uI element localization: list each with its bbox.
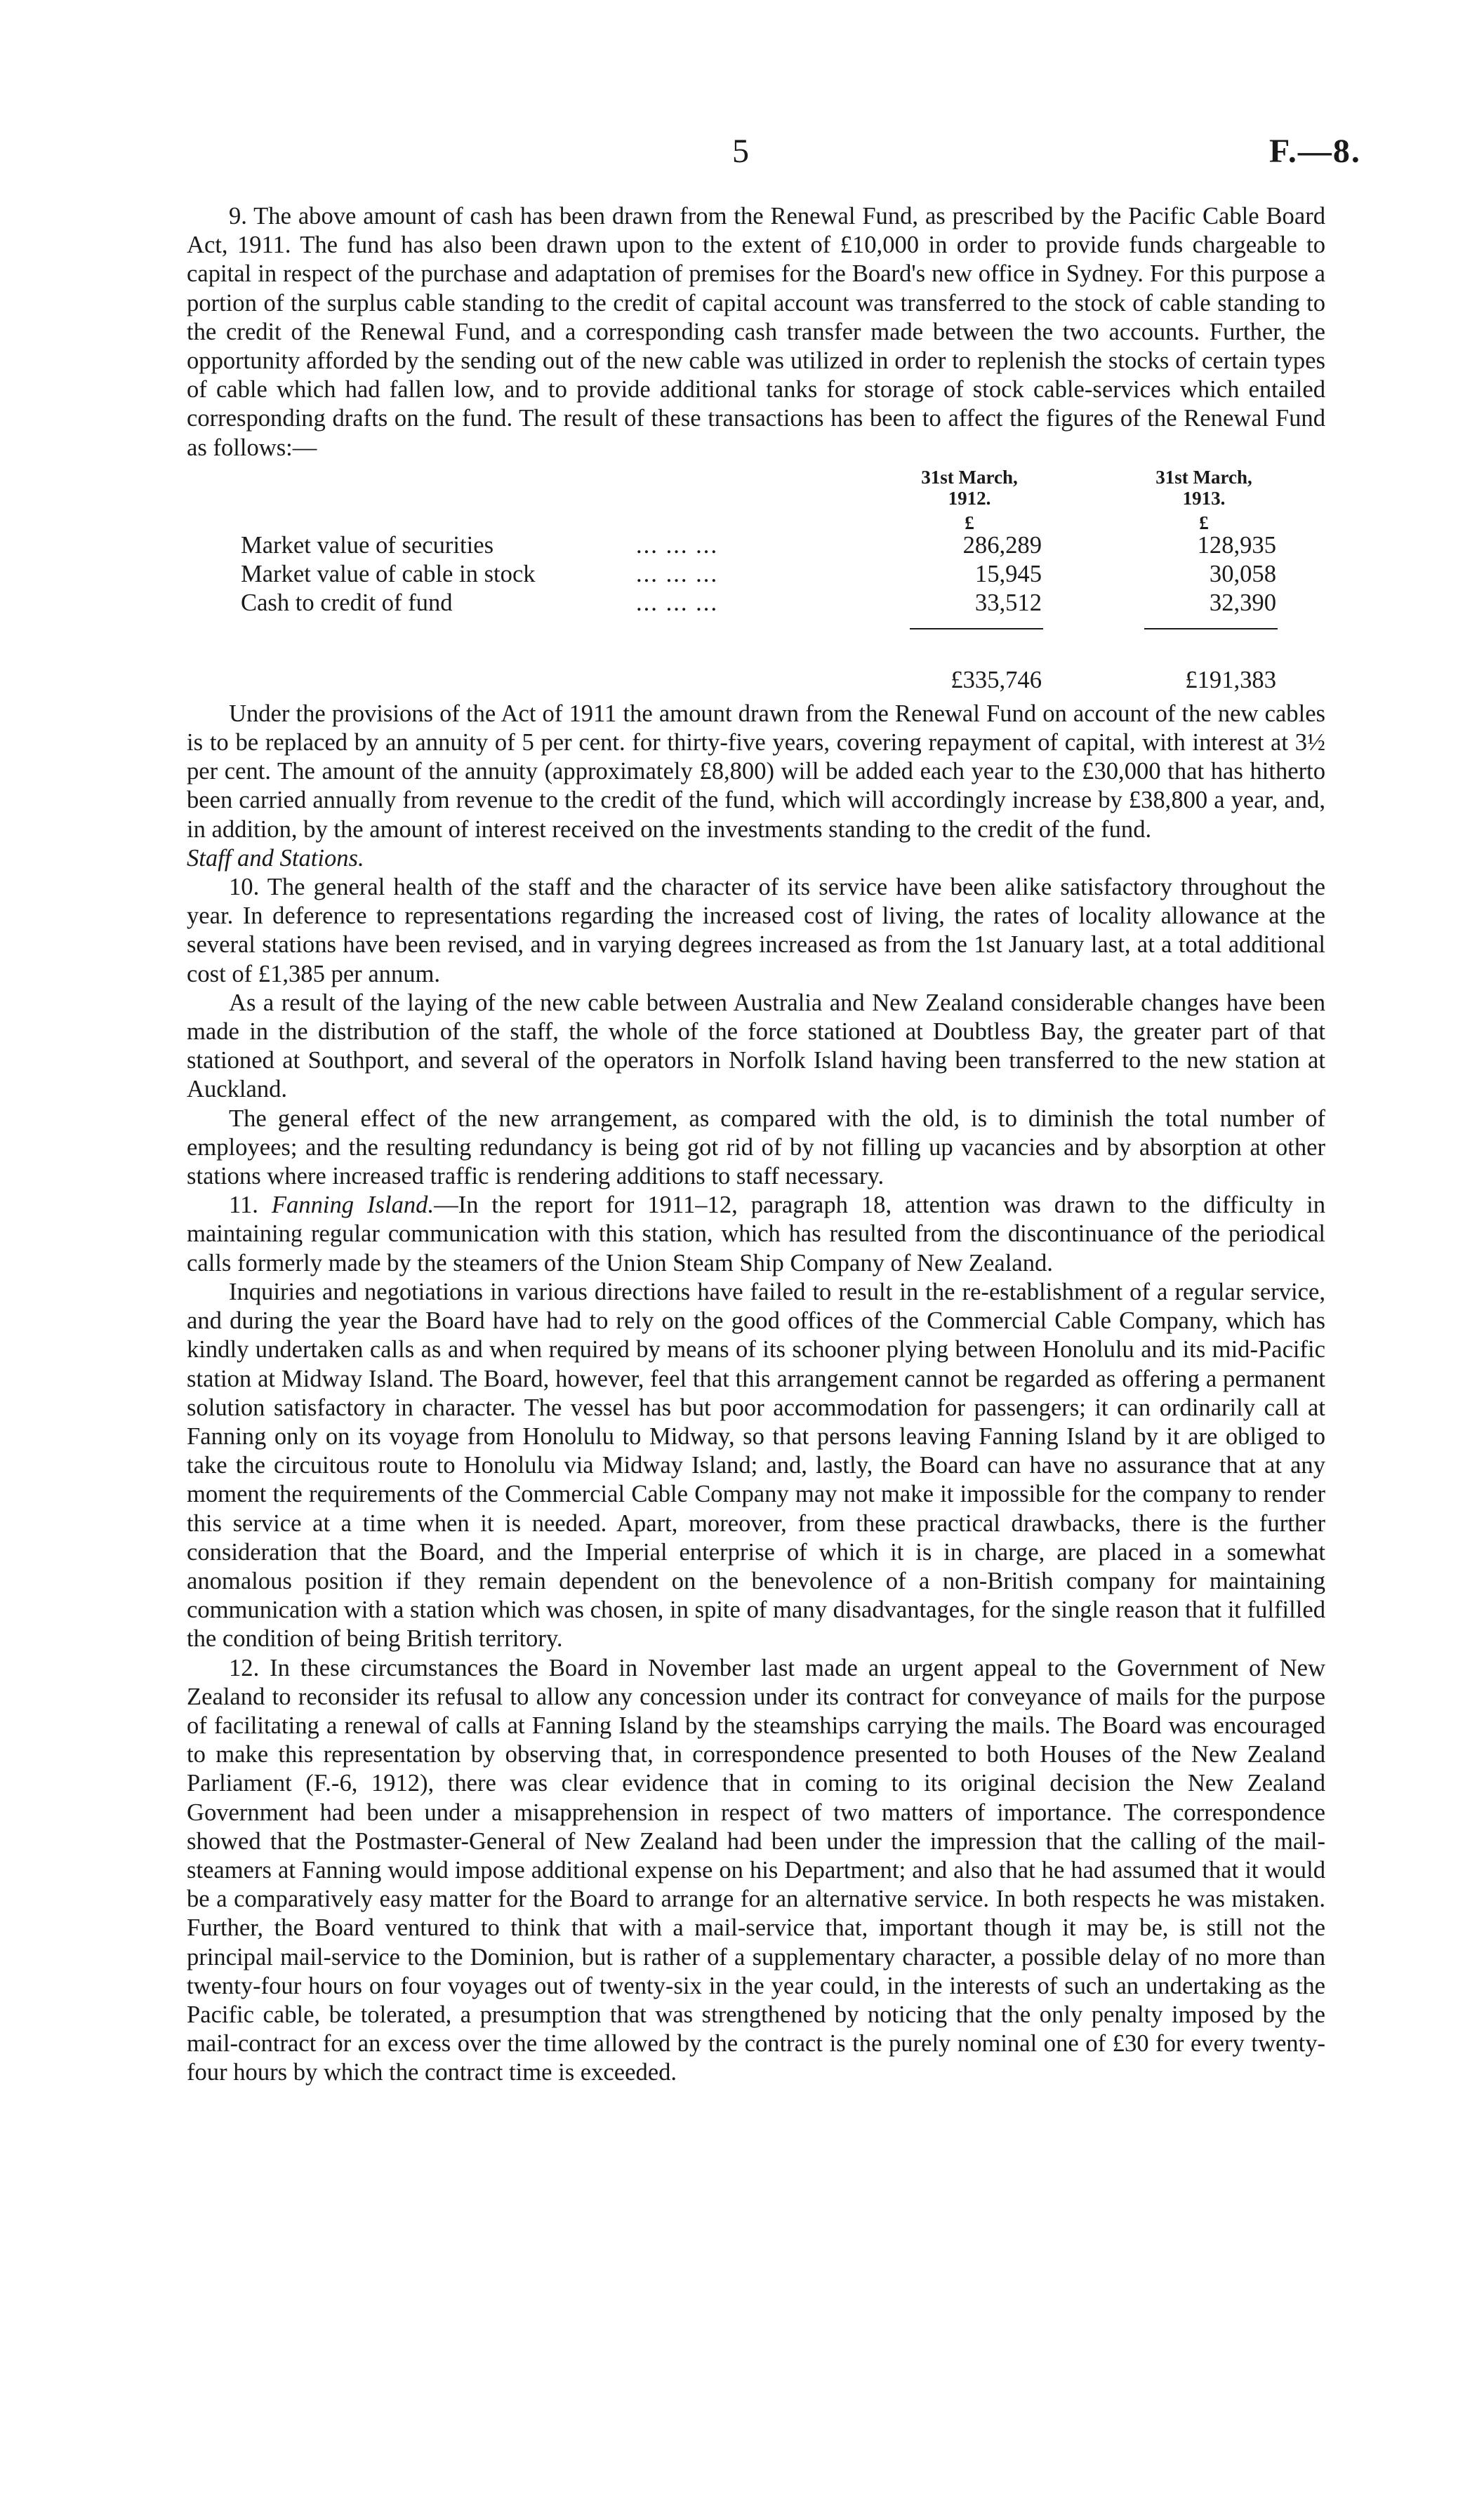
document-reference: F.—8. [1269, 133, 1361, 170]
paragraph-9: 9. The above amount of cash has been drawn from the Renewal Fund, as prescribed by the Pacific Cable Board Act, 1911. The fund has also been drawn upon to the extent of £10,000 in order to provide funds chargeable to capital in respect of the purchase and adaptation of premises for the Board's new office in Sydney. For this purpose a portion of the surplus cable standing to the credit of capital account was transferred to the stock of cable standing to the credit of the Renewal Fund, and a corresponding cash transfer made between the two accounts. Further, the opportunity afforded by the sending out of the new cable was utilized in order to replenish the stocks of certain types of cable which had fallen low, and to provide additional tanks for storage of stock cable-services which entailed corresponding drafts on the fund. The result of these transactions has been to affect the figures of the Renewal Fund as follows:— [187, 203, 1325, 461]
total-rule-1913 [1144, 628, 1278, 629]
paragraph-12: 12. In these circumstances the Board in November last made an urgent appeal to the Government of New Zealand to reconsider its refusal to allow any concession under its contract for conveyance of mails for the purpose of facilitating a renewal of calls at Fanning Island by the steamships carrying the mails. The Board was encouraged to make this representation by observing that, in correspondence presented to both Houses of the New Zealand Parliament (F.-6, 1912), there was clear evidence that in coming to its original decision the New Zealand Government had been under a misapprehension in respect of two matters of importance. The correspondence showed that the Postmaster-General of New Zealand had been under the impression that the calling of the mail-steamers at Fanning would impose additional expense on his Department; and also that he had assumed that it would be a comparatively easy matter for the Board to arrange for an alternative service. In both respects he was mistaken. Further, the Board ventured to think that with a mail-service that, important though it may be, is still not the principal mail-service to the Dominion, but is rather of a supplementary character, a possible delay of no more than twenty-four hours on four voyages out of twenty-six in the year could, in the interests of such an undertaking as the Pacific cable, be tolerated, a presumption that was strengthened by noticing that the only penalty imposed by the mail-contract for an excess over the time allowed by the contract is the purely nominal one of £30 for every twenty-four hours by which the contract time is exceeded. [187, 1654, 1325, 2086]
column-header-1913 [1123, 467, 1285, 509]
paragraph-11-inquiries: Inquiries and negotiations in various directions have failed to result in the re-establishment of a regular service, and during the year the Board have had to rely on the good offices of the Commercial Cable Company, which has kindly undertaken calls as and when required by means of its schooner plying between Honolulu and its mid-Pacific station at Midway Island. The Board, however, feel that this arrangement cannot be regarded as offering a permanent solution satisfactory in character. The vessel has but poor accommodation for passengers; it can ordinarily call at Fanning only on its voyage from Honolulu to Midway, so that persons leaving Fanning Island by it are obliged to take the circuitous route to Honolulu via Midway Island; and, lastly, the Board can have no assurance that at any moment the requirements of the Commercial Cable Company may not make it impossible for the company to render this service at a time when it is needed. Apart, moreover, from these practical drawbacks, there is the further consideration that the Board, and the Imperial enterprise of which it is in charge, are placed in a somewhat anomalous position if they remain dependent on the benevolence of a non-British company for maintaining communication with a station which was chosen, in spite of many disadvantages, for the single reason that it fulfilled the condition of being British territory. [187, 1278, 1325, 1653]
value-1913: 128,935 [1197, 531, 1276, 559]
paragraph-10-staff-changes: As a result of the laying of the new cable between Australia and New Zealand considerable changes have been made in the distribution of the staff, the whole of the force stationed at Doubtless Bay, the greater part of that stationed at Southport, and several of the operators in Norfolk Island having been transferred to the new station at Auckland. [187, 989, 1325, 1103]
value-1912: 286,289 [962, 531, 1042, 559]
row-label: Cash to credit of fund [241, 589, 453, 616]
body-text [187, 202, 1325, 2088]
paragraph-11 [187, 1191, 1325, 1278]
page-number: 5 [732, 133, 749, 170]
column-header-1913-year: 1913. [1182, 487, 1226, 509]
paragraph-10: 10. The general health of the staff and the character of its service have been alike satisfactory throughout the year. In deference to representations regarding the increased cost of living, the rates of locality allowance at the several stations have been revised, and in varying degrees increased as from the 1st January last, at a total additional cost of £1,385 per annum. [187, 874, 1325, 987]
paragraph-annuity: Under the provisions of the Act of 1911 the amount drawn from the Renewal Fund on account of the new cables is to be replaced by an annuity of 5 per cent. for thirty-five years, covering repayment of capital, with interest at 3½ per cent. The amount of the annuity (approximately £8,800) will be added each year to the £30,000 that has hitherto been carried annually from revenue to the credit of the fund, which will accordingly increase by £38,800 a year, and, in addition, by the amount of interest received on the investments standing to the credit of the fund. [187, 700, 1325, 843]
total-rule-1912 [910, 628, 1043, 629]
row-label: Market value of securities [241, 531, 494, 559]
renewal-fund-table [187, 462, 1325, 700]
unit-1913: £ [1199, 512, 1209, 533]
unit-1912: £ [965, 512, 974, 533]
paragraph-11-title: Fanning Island. [271, 1192, 435, 1219]
column-header-1913-date: 31st March, [1155, 466, 1252, 488]
column-header-1912-year: 1912. [948, 487, 991, 509]
table-row [187, 589, 1325, 618]
paragraph-10-general-effect: The general effect of the new arrangement, as compared with the old, is to diminish the total number of employees; and the resulting redundancy is being got rid of by not filling up vacancies and by absorption at other stations where increased traffic is rendering additions to staff necessary. [187, 1105, 1325, 1190]
section-heading: Staff and Stations. [187, 844, 364, 872]
value-1912: 15,945 [974, 560, 1042, 587]
value-1912: 33,512 [974, 589, 1042, 616]
value-1913: 32,390 [1209, 589, 1276, 616]
table-row [187, 531, 1325, 560]
paragraph-11-text: —In the report for 1911–12, paragraph 18, attention was drawn to the difficulty in maintaining regular communication with this station, which has resulted from the discontinuance of the periodical calls formerly made by the steamers of the Union Steam Ship Company of New Zealand. [187, 1192, 1325, 1276]
row-label: Market value of cable in stock [241, 560, 536, 587]
leader-dots: ... ... ... [636, 531, 719, 559]
table-row [187, 560, 1325, 589]
total-1912: £335,746 [950, 666, 1042, 693]
leader-dots: ... ... ... [636, 560, 719, 587]
column-header-1912-date: 31st March, [921, 466, 1018, 488]
total-1913: £191,383 [1185, 666, 1276, 693]
leader-dots: ... ... ... [636, 589, 719, 616]
paragraph-11-number: 11. [229, 1192, 272, 1219]
value-1913: 30,058 [1209, 560, 1276, 587]
column-header-1912 [889, 467, 1050, 509]
